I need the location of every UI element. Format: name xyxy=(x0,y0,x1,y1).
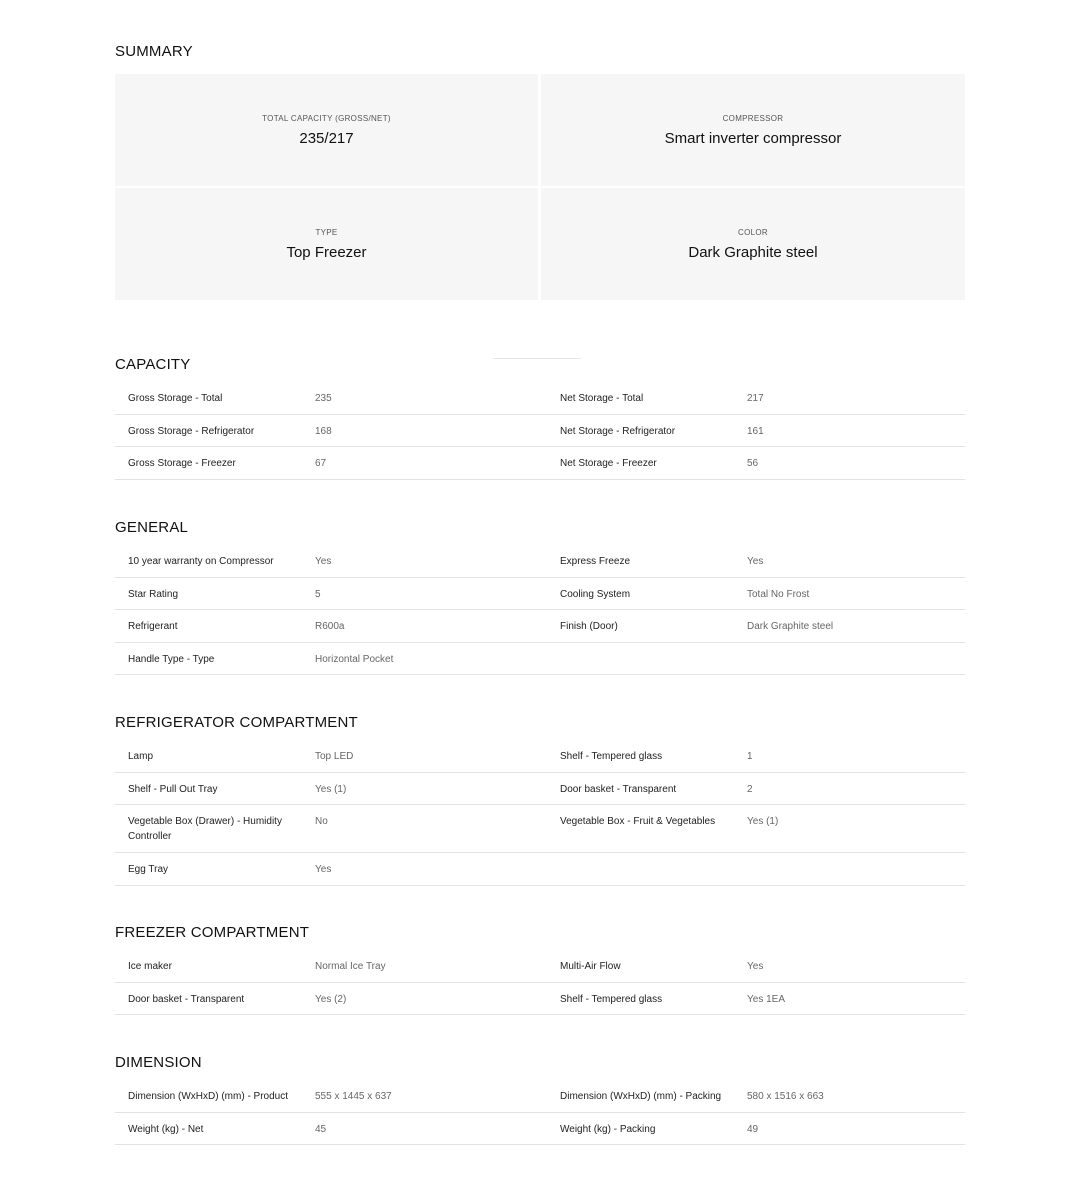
spec-key: Egg Tray xyxy=(128,864,169,875)
spec-key: Multi-Air Flow xyxy=(560,961,621,972)
spec-key: Shelf - Tempered glass xyxy=(560,751,663,762)
section-general xyxy=(115,517,965,675)
table-row xyxy=(115,447,965,480)
spec-value: Yes (2) xyxy=(315,993,347,1005)
spec-key: Star Rating xyxy=(128,588,179,600)
section-title: CAPACITY xyxy=(115,356,191,373)
spec-key: Finish (Door) xyxy=(560,621,618,632)
spec-key: Weight (kg) - Packing xyxy=(560,1123,656,1135)
spec-key: Dimension (WxHxD) (mm) - Packing xyxy=(560,1091,722,1102)
spec-value: 1 xyxy=(747,751,753,762)
summary-label: COMPRESSOR xyxy=(722,113,784,123)
summary-label: TYPE xyxy=(315,227,338,237)
spec-value: Yes 1EA xyxy=(747,993,785,1005)
spec-key: Door basket - Transparent xyxy=(128,993,245,1005)
table-row xyxy=(115,415,965,448)
spec-key: Lamp xyxy=(128,751,154,762)
spec-table xyxy=(115,545,965,675)
spec-value: Yes xyxy=(747,961,764,972)
section-title: FREEZER COMPARTMENT xyxy=(115,924,310,941)
spec-key: Net Storage - Refrigerator xyxy=(560,425,676,437)
spec-value: 2 xyxy=(747,783,753,795)
table-row xyxy=(115,382,965,415)
table-row xyxy=(115,1113,965,1146)
spec-key: Weight (kg) - Net xyxy=(128,1123,204,1135)
summary-cell-capacity xyxy=(115,74,538,186)
spec-key: Cooling System xyxy=(560,588,631,600)
summary-cell-color xyxy=(541,188,965,300)
table-row xyxy=(115,643,965,676)
summary-value: 235/217 xyxy=(299,129,354,147)
table-row xyxy=(115,740,965,773)
summary-cell-compressor xyxy=(541,74,965,186)
table-row xyxy=(115,853,965,886)
summary-value: Dark Graphite steel xyxy=(688,243,818,261)
section-dimension xyxy=(115,1052,965,1145)
spec-value: 580 x 1516 x 663 xyxy=(747,1091,824,1102)
spec-value: 56 xyxy=(747,458,759,469)
spec-key: Handle Type - Type xyxy=(128,653,215,665)
table-row xyxy=(115,983,965,1016)
spec-value: Yes (1) xyxy=(747,816,779,827)
spec-value: R600a xyxy=(315,621,345,632)
spec-table xyxy=(115,382,965,480)
spec-key: Gross Storage - Total xyxy=(128,393,223,404)
spec-value: Normal Ice Tray xyxy=(315,961,386,972)
spec-value: Yes xyxy=(315,556,332,567)
section-refrigerator xyxy=(115,712,965,886)
summary-label: TOTAL CAPACITY (GROSS/NET) xyxy=(262,113,391,123)
spec-key: Shelf - Pull Out Tray xyxy=(128,783,218,795)
spec-key: Dimension (WxHxD) (mm) - Product xyxy=(128,1091,289,1102)
section-title: REFRIGERATOR COMPARTMENT xyxy=(115,714,358,731)
section-title: DIMENSION xyxy=(115,1054,202,1071)
spec-table xyxy=(115,950,965,1015)
table-row xyxy=(115,950,965,983)
spec-key: 10 year warranty on Compressor xyxy=(128,556,274,567)
spec-key: Gross Storage - Refrigerator xyxy=(128,425,255,437)
spec-key: Gross Storage - Freezer xyxy=(128,458,236,469)
spec-value: 67 xyxy=(315,458,327,469)
spec-key: Express Freeze xyxy=(560,556,631,567)
spec-value: 168 xyxy=(315,425,332,437)
section-capacity xyxy=(115,354,965,480)
spec-value: 45 xyxy=(315,1123,327,1135)
table-row xyxy=(115,773,965,806)
spec-value: Yes xyxy=(315,864,332,875)
spec-value: 49 xyxy=(747,1123,759,1135)
summary-label: COLOR xyxy=(738,227,768,237)
summary-value: Top Freezer xyxy=(286,243,367,261)
spec-key: Shelf - Tempered glass xyxy=(560,993,663,1005)
spec-key: Ice maker xyxy=(128,961,172,972)
spec-value: Total No Frost xyxy=(747,588,810,600)
summary-cell-type xyxy=(115,188,538,300)
section-freezer xyxy=(115,922,965,1015)
table-row xyxy=(115,578,965,611)
spec-key: Net Storage - Total xyxy=(560,393,644,404)
spec-value: Top LED xyxy=(315,751,354,762)
table-row xyxy=(115,610,965,643)
spec-value: Yes (1) xyxy=(315,783,347,795)
spec-value: No xyxy=(315,816,328,827)
summary-grid xyxy=(115,74,965,300)
spec-table xyxy=(115,1080,965,1145)
summary-value: Smart inverter compressor xyxy=(664,129,842,147)
spec-value: Yes xyxy=(747,556,764,567)
spec-key: Vegetable Box - Fruit & Vegetables xyxy=(560,816,716,827)
spec-value: 161 xyxy=(747,425,764,437)
spec-value: 5 xyxy=(315,588,321,600)
spec-key: Refrigerant xyxy=(128,621,178,632)
spec-value: 555 x 1445 x 637 xyxy=(315,1091,392,1102)
spec-key: Vegetable Box (Drawer) - Humidity Controller xyxy=(128,816,282,842)
table-row xyxy=(115,805,965,853)
spec-value: 217 xyxy=(747,393,764,404)
spec-key: Door basket - Transparent xyxy=(560,783,677,795)
summary-title: SUMMARY xyxy=(115,43,193,60)
spec-value: Horizontal Pocket xyxy=(315,653,394,665)
table-row xyxy=(115,1080,965,1113)
spec-value: 235 xyxy=(315,393,332,404)
section-title: GENERAL xyxy=(115,519,189,536)
spec-key: Net Storage - Freezer xyxy=(560,458,657,469)
spec-table xyxy=(115,740,965,886)
table-row xyxy=(115,545,965,578)
spec-value: Dark Graphite steel xyxy=(747,621,834,632)
